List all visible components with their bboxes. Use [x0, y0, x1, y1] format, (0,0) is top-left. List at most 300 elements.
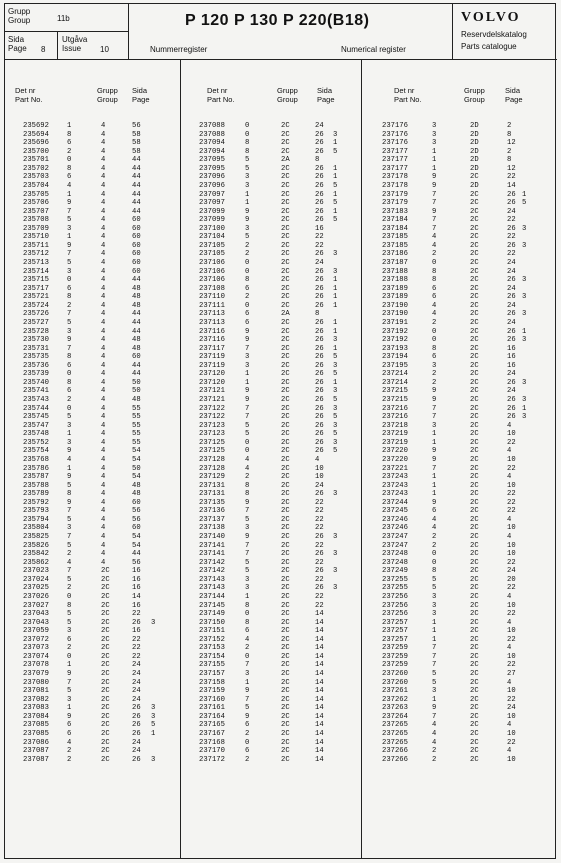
group-code: 4	[101, 130, 106, 139]
group-code: 4	[101, 541, 106, 550]
part-number: 237243	[382, 473, 408, 482]
group-code: 2C	[281, 738, 290, 747]
part-number: 237263	[382, 704, 408, 713]
group-code: 2C	[281, 533, 290, 541]
check-digit: 8	[67, 130, 72, 139]
check-digit: 2	[432, 755, 437, 764]
group-code: 2C	[470, 173, 479, 182]
part-number: 235711	[23, 241, 49, 250]
table-row	[362, 139, 558, 148]
page-number: 22	[315, 515, 324, 524]
group-code: 2C	[101, 661, 110, 670]
group-code: 2C	[281, 524, 290, 533]
table-row	[362, 285, 558, 294]
part-number: 235743	[23, 396, 49, 404]
check-digit: 7	[245, 541, 250, 550]
check-digit: 0	[245, 738, 250, 747]
page-number: 16	[132, 601, 141, 610]
group-code: 2C	[101, 584, 110, 593]
group-code: 2C	[470, 207, 479, 216]
group-code: 2C	[470, 344, 479, 353]
group-code: 2C	[101, 618, 110, 627]
check-digit: 4	[67, 455, 72, 464]
check-digit: 7	[67, 533, 72, 541]
page-number: 10	[507, 430, 516, 439]
group-code: 4	[101, 447, 106, 456]
page-number: 26	[507, 293, 516, 302]
part-number: 237219	[382, 430, 408, 439]
table-row	[5, 413, 180, 422]
check-digit: 7	[432, 190, 437, 199]
sub-index: 1	[333, 190, 338, 199]
check-digit: 4	[67, 181, 72, 190]
part-number: 237184	[382, 216, 408, 225]
part-number: 237188	[382, 267, 408, 276]
table-row	[5, 465, 180, 474]
check-digit: 1	[67, 122, 72, 130]
sub-index: 3	[522, 378, 527, 387]
group-code: 2C	[281, 122, 290, 130]
page-number: 16	[507, 344, 516, 353]
check-digit: 0	[67, 370, 72, 379]
table-row	[181, 516, 362, 525]
page-number: 58	[132, 147, 141, 156]
part-number: 235731	[23, 344, 49, 353]
check-digit: 6	[67, 635, 72, 644]
check-digit: 6	[67, 729, 72, 738]
part-number: 237106	[199, 276, 225, 285]
table-row	[5, 379, 180, 388]
part-number: 237120	[199, 370, 225, 379]
page-number: 14	[315, 627, 324, 636]
page-number: 4	[315, 455, 320, 464]
page-number: 26	[315, 250, 324, 259]
part-number: 235788	[23, 481, 49, 490]
part-number: 237099	[199, 216, 225, 225]
check-digit: 1	[432, 490, 437, 499]
group-code: 4	[101, 473, 106, 482]
table-row	[181, 593, 362, 602]
part-number: 237195	[382, 361, 408, 370]
table-row	[181, 439, 362, 448]
group-code: 2C	[281, 592, 290, 601]
check-digit: 1	[432, 156, 437, 165]
table-row	[362, 173, 558, 182]
table-row	[181, 610, 362, 619]
part-number: 237097	[199, 199, 225, 208]
sub-index: 3	[522, 293, 527, 302]
part-number: 237096	[199, 173, 225, 182]
group-code: 2A	[281, 310, 290, 319]
page-header: Sida Page	[317, 86, 335, 104]
part-number: 237080	[23, 678, 49, 687]
part-number: 237095	[199, 164, 225, 173]
check-digit: 1	[67, 464, 72, 473]
check-digit: 3	[67, 224, 72, 233]
group-code: 2C	[470, 404, 479, 413]
page-number: 10	[507, 601, 516, 610]
table-row	[181, 379, 362, 388]
page-number: 10	[507, 712, 516, 721]
check-digit: 9	[245, 216, 250, 225]
page-number: 60	[132, 224, 141, 233]
group-code: 2C	[470, 584, 479, 593]
page-number: 26	[315, 276, 324, 285]
page-number: 26	[507, 241, 516, 250]
page-number: 14	[315, 747, 324, 756]
group-code: 2C	[470, 550, 479, 559]
group-code: 2C	[281, 353, 290, 362]
group-code: 4	[101, 413, 106, 422]
page-number: 10	[507, 524, 516, 533]
group-code: 2C	[281, 610, 290, 619]
check-digit: 8	[67, 164, 72, 173]
check-digit: 5	[67, 610, 72, 619]
group-code: 2C	[281, 670, 290, 678]
check-digit: 6	[432, 353, 437, 362]
check-digit: 8	[67, 353, 72, 362]
part-number: 237266	[382, 747, 408, 756]
page-number: 26	[315, 301, 324, 310]
part-number: 237260	[382, 678, 408, 687]
page-number: 14	[315, 721, 324, 730]
part-number: 237248	[382, 558, 408, 567]
table-row	[362, 465, 558, 474]
group-code: 2C	[470, 378, 479, 387]
part-number: 235842	[23, 550, 49, 559]
page-number: 26	[507, 413, 516, 422]
part-number: 237249	[382, 567, 408, 576]
group-code: 2C	[281, 550, 290, 559]
group-code: 2C	[470, 293, 479, 302]
check-digit: 0	[245, 447, 250, 456]
table-row	[181, 713, 362, 722]
group-code: 2C	[281, 627, 290, 636]
check-digit: 7	[245, 661, 250, 670]
page-number: 56	[132, 507, 141, 516]
check-digit: 0	[245, 652, 250, 661]
group-code: 2D	[470, 147, 479, 156]
part-number: 237151	[199, 627, 225, 636]
page-number: 24	[132, 678, 141, 687]
part-number: 237194	[382, 353, 408, 362]
group-code: 2A	[281, 156, 290, 165]
part-number: 237125	[199, 438, 225, 447]
table-row	[362, 225, 558, 234]
check-digit: 7	[432, 644, 437, 653]
page-number: 8	[507, 156, 512, 165]
part-number: 235730	[23, 336, 49, 345]
check-digit: 5	[245, 704, 250, 713]
sub-index: 3	[333, 421, 338, 430]
part-number: 237215	[382, 396, 408, 404]
page-number: 26	[315, 318, 324, 327]
table-row	[181, 542, 362, 551]
check-digit: 2	[245, 644, 250, 653]
page-number: 22	[132, 610, 141, 619]
part-number: 237135	[199, 498, 225, 507]
table-row	[181, 533, 362, 542]
page-number: 8	[507, 130, 512, 139]
page-number: 26	[315, 293, 324, 302]
table-row	[5, 293, 180, 302]
sub-index: 1	[522, 327, 527, 336]
sub-index: 5	[333, 413, 338, 422]
group-code: 2C	[470, 644, 479, 653]
page-number: 24	[507, 259, 516, 267]
table-row	[181, 131, 362, 140]
table-row	[362, 739, 558, 748]
page-number: 8	[315, 156, 320, 165]
check-digit: 3	[432, 687, 437, 696]
page-number: 14	[315, 678, 324, 687]
page-number: 22	[315, 524, 324, 533]
group-code: 4	[101, 216, 106, 225]
group-code: 2D	[470, 156, 479, 165]
group-code: 2C	[470, 370, 479, 379]
page-number: 14	[132, 592, 141, 601]
check-digit: 6	[67, 361, 72, 370]
part-number: 235728	[23, 327, 49, 336]
check-digit: 0	[432, 558, 437, 567]
group-code: 2C	[470, 276, 479, 285]
part-number: 237141	[199, 541, 225, 550]
part-number: 237247	[382, 541, 408, 550]
table-row	[181, 687, 362, 696]
part-number: 237026	[23, 592, 49, 601]
check-digit: 6	[67, 139, 72, 148]
check-digit: 5	[245, 567, 250, 576]
parts-column-2	[180, 60, 362, 858]
page-number: 26	[315, 447, 324, 456]
group-code: 4	[101, 284, 106, 293]
table-row	[362, 405, 558, 414]
sub-index: 3	[151, 712, 156, 721]
page-number: 14	[315, 738, 324, 747]
page-number: 24	[315, 122, 324, 130]
group-code: 2C	[281, 515, 290, 524]
part-number: 237088	[199, 130, 225, 139]
page-number: 22	[315, 601, 324, 610]
check-digit: 1	[245, 592, 250, 601]
table-row	[362, 713, 558, 722]
page-number: 48	[132, 336, 141, 345]
check-digit: 2	[67, 747, 72, 756]
part-number: 237214	[382, 370, 408, 379]
part-number: 237084	[23, 712, 49, 721]
group-value: 11b	[57, 14, 70, 23]
table-row	[362, 430, 558, 439]
part-number: 237179	[382, 199, 408, 208]
group-code: 2C	[470, 318, 479, 327]
part-number: 237117	[199, 344, 225, 353]
check-digit: 5	[67, 413, 72, 422]
table-row	[5, 713, 180, 722]
page-number: 10	[507, 627, 516, 636]
part-number: 237128	[199, 455, 225, 464]
part-number: 235793	[23, 507, 49, 516]
table-row	[362, 576, 558, 585]
table-row	[181, 310, 362, 319]
table-row	[362, 148, 558, 157]
sub-index: 1	[333, 207, 338, 216]
page-number: 26	[507, 276, 516, 285]
group-code: 4	[101, 524, 106, 533]
check-digit: 3	[67, 695, 72, 704]
part-number: 235739	[23, 370, 49, 379]
sub-index: 1	[333, 327, 338, 336]
group-code: 2C	[281, 507, 290, 516]
check-digit: 9	[245, 336, 250, 345]
part-number: 237256	[382, 601, 408, 610]
table-row	[181, 756, 362, 765]
table-row	[181, 173, 362, 182]
table-row	[181, 250, 362, 259]
page-number: 14	[315, 670, 324, 678]
check-digit: 1	[245, 370, 250, 379]
group-code: 2C	[470, 250, 479, 259]
check-digit: 6	[67, 284, 72, 293]
group-code: 2D	[470, 139, 479, 148]
group-code: 2C	[470, 464, 479, 473]
table-row	[5, 627, 180, 636]
part-number: 237100	[199, 224, 225, 233]
part-number: 237192	[382, 336, 408, 345]
check-digit: 8	[245, 490, 250, 499]
page-number: 55	[132, 421, 141, 430]
page-number: 14	[315, 610, 324, 619]
part-number: 237142	[199, 567, 225, 576]
check-digit: 7	[67, 310, 72, 319]
table-row	[362, 328, 558, 337]
nummerregister-label: Nummerregister	[150, 45, 208, 54]
table-row	[5, 285, 180, 294]
part-number: 235706	[23, 199, 49, 208]
page-number: 26	[132, 721, 141, 730]
check-digit: 2	[245, 729, 250, 738]
check-digit: 7	[67, 207, 72, 216]
check-digit: 2	[432, 370, 437, 379]
page-number: 14	[315, 618, 324, 627]
page-number: 26	[315, 421, 324, 430]
table-row	[5, 593, 180, 602]
page-number: 8	[315, 310, 320, 319]
page-number: 26	[315, 181, 324, 190]
part-number: 237265	[382, 729, 408, 738]
group-code: 4	[101, 147, 106, 156]
page-number: 22	[507, 507, 516, 516]
group-code: 2C	[470, 310, 479, 319]
part-number: 237172	[199, 755, 225, 764]
page-number: 24	[507, 207, 516, 216]
check-digit: 5	[67, 318, 72, 327]
page-number: 44	[132, 276, 141, 285]
group-code: 2C	[281, 181, 290, 190]
group-code: 2C	[281, 241, 290, 250]
part-number: 237255	[382, 575, 408, 584]
table-row	[362, 602, 558, 611]
check-digit: 3	[67, 267, 72, 276]
part-number: 237220	[382, 447, 408, 456]
part-number: 237189	[382, 293, 408, 302]
part-number: 237141	[199, 550, 225, 559]
part-number: 237121	[199, 396, 225, 404]
check-digit: 5	[245, 515, 250, 524]
group-code: 2C	[470, 473, 479, 482]
table-row	[5, 687, 180, 696]
group-code: 2C	[281, 396, 290, 404]
part-number: 237095	[199, 156, 225, 165]
sub-index: 3	[333, 533, 338, 541]
page-number: 48	[132, 293, 141, 302]
group-code: 4	[101, 370, 106, 379]
page-number: 26	[315, 396, 324, 404]
sub-index: 3	[333, 361, 338, 370]
page-number: 14	[315, 687, 324, 696]
table-row	[5, 208, 180, 217]
page-number: 44	[132, 181, 141, 190]
part-number: 237097	[199, 190, 225, 199]
check-digit: 4	[245, 455, 250, 464]
group-code: 4	[101, 327, 106, 336]
part-number: 237113	[199, 310, 225, 319]
check-digit: 2	[432, 318, 437, 327]
page-number: 2	[507, 122, 512, 130]
part-number: 235708	[23, 216, 49, 225]
part-number: 237191	[382, 318, 408, 327]
utgava-label: Utgåva	[62, 35, 88, 44]
page-number: 60	[132, 233, 141, 242]
part-number: 235703	[23, 173, 49, 182]
check-digit: 7	[67, 567, 72, 576]
table-row	[5, 696, 180, 705]
part-number: 237183	[382, 207, 408, 216]
part-number: 237264	[382, 712, 408, 721]
page-number: 55	[132, 430, 141, 439]
check-digit: 5	[67, 618, 72, 627]
table-row	[181, 199, 362, 208]
table-row	[362, 627, 558, 636]
group-code: 4	[101, 507, 106, 516]
table-row	[362, 182, 558, 191]
check-digit: 1	[67, 430, 72, 439]
table-row	[181, 653, 362, 662]
check-digit: 2	[432, 378, 437, 387]
part-number: 237157	[199, 670, 225, 678]
part-number: 237105	[199, 250, 225, 259]
page-number: 56	[132, 558, 141, 567]
check-digit: 1	[432, 627, 437, 636]
check-digit: 9	[67, 336, 72, 345]
sub-index: 5	[151, 721, 156, 730]
parts-list	[5, 122, 180, 764]
table-row	[5, 679, 180, 688]
check-digit: 6	[432, 507, 437, 516]
group-code: 2C	[281, 721, 290, 730]
group-code: 2C	[470, 652, 479, 661]
table-row	[5, 310, 180, 319]
table-row	[362, 310, 558, 319]
part-number: 237106	[199, 267, 225, 276]
page-number: 60	[132, 250, 141, 259]
group-code: 2C	[281, 498, 290, 507]
sub-index: 1	[151, 729, 156, 738]
page-number: 22	[507, 584, 516, 593]
page-number: 26	[132, 704, 141, 713]
page-number: 16	[507, 361, 516, 370]
check-digit: 9	[67, 712, 72, 721]
page-number: 26	[315, 584, 324, 593]
